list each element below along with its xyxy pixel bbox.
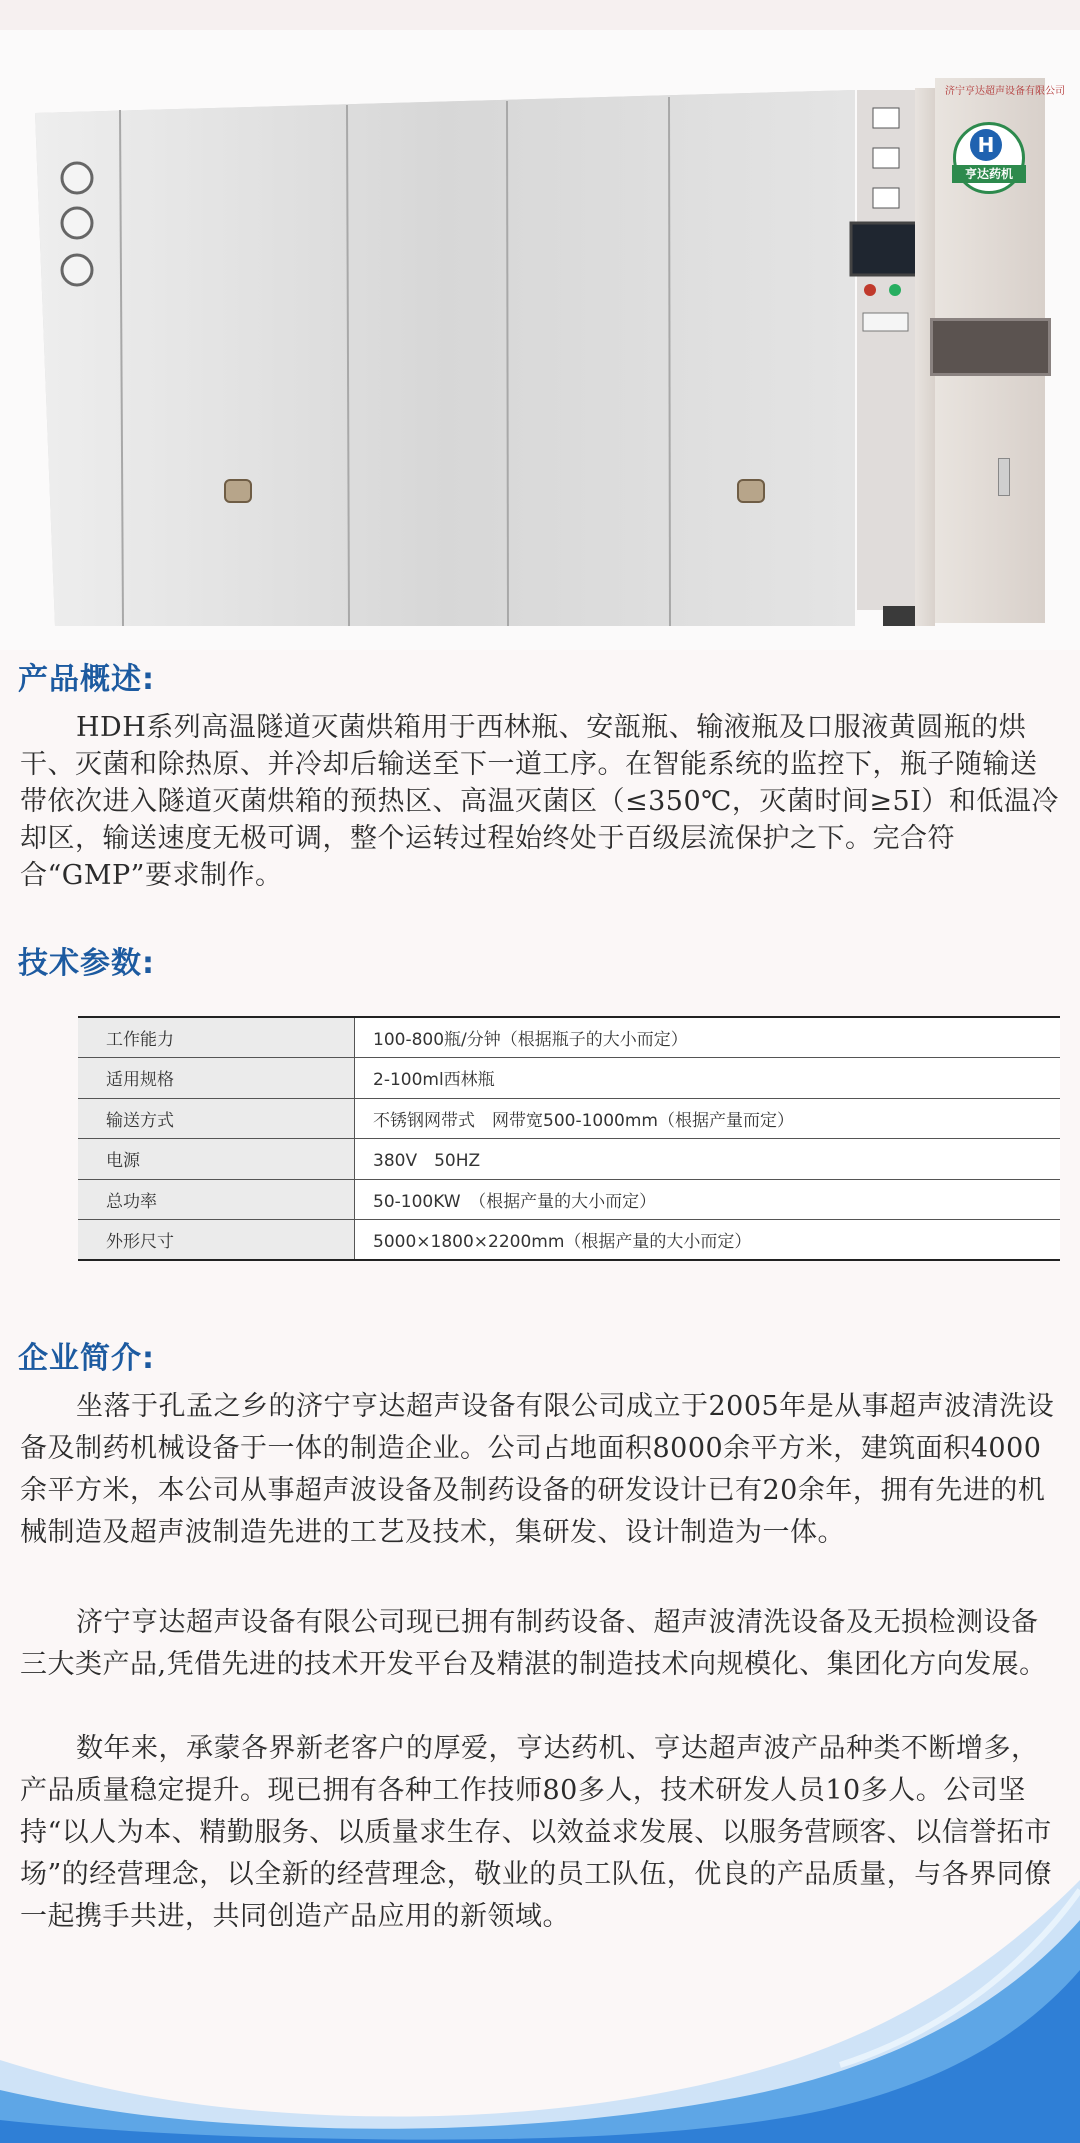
overview-title: 产品概述:	[18, 662, 155, 697]
specs-title: 技术参数:	[18, 946, 155, 981]
company-paragraph-3: 数年来，承蒙各界新老客户的厚爱，亨达药机、亨达超声波产品种类不断增多，产品质量稳定提升。现已拥有各种工作技师80多人，技术研发人员10多人。公司坚持“以人为本、精勤服务、以质量求生存、以效益求发展、以服务营顾客、以信誉拓市场”的经营理念，以全新的经营理念，敬业的员工队伍，优良的产品质量，与各界同僚一起携手共进，共同创造产品应用的新领域。	[20, 1733, 1052, 1932]
spec-table	[78, 1016, 1060, 1261]
spec-value: 380V 50HZ	[355, 1139, 1061, 1180]
overview-text: HDH系列高温隧道灭菌烘箱用于西林瓶、安瓿瓶、输液瓶及口服液黄圆瓶的烘干、灭菌和除热原、并冷却后输送至下一道工序。在智能系统的监控下，瓶子随输送带依次进入隧道灭菌烘箱的预热区、高温灭菌区（≤350℃，灭菌时间≥5I）和低温冷却区，输送速度无极可调，整个运转过程始终处于百级层流保护之下。完合符合“GMP”要求制作。	[20, 712, 1059, 891]
tunnel-oven-image	[35, 78, 935, 626]
spec-key: 总功率	[78, 1179, 355, 1220]
table-row	[78, 1139, 1060, 1180]
spec-value: 100-800瓶/分钟（根据瓶子的大小而定）	[355, 1017, 1061, 1058]
table-row	[78, 1058, 1060, 1099]
table-row	[78, 1098, 1060, 1139]
logo-letter: H	[970, 129, 1002, 161]
spec-value: 2-100ml西林瓶	[355, 1058, 1061, 1099]
spec-key: 适用规格	[78, 1058, 355, 1099]
spec-key: 工作能力	[78, 1017, 355, 1058]
spec-key: 输送方式	[78, 1098, 355, 1139]
spec-key: 外形尺寸	[78, 1220, 355, 1261]
spec-value: 50-100KW （根据产量的大小而定）	[355, 1179, 1061, 1220]
top-strip	[0, 0, 1080, 30]
company-paragraph-1: 坐落于孔孟之乡的济宁亨达超声设备有限公司成立于2005年是从事超声波清洗设备及制药机械设备于一体的制造企业。公司占地面积8000余平方米，建筑面积4000余平方米，本公司从事超声波设备及制药设备的研发设计已有20余年，拥有先进的机械制造及超声波制造先进的工艺及技术，集研发、设计制造为一体。	[20, 1391, 1055, 1548]
side-latch	[998, 458, 1010, 496]
logo-text: 亨达药机	[952, 165, 1026, 183]
spec-key: 电源	[78, 1139, 355, 1180]
table-row	[78, 1220, 1060, 1261]
nameplate: 济宁亨达超声设备有限公司	[945, 86, 1065, 97]
company-title: 企业简介:	[18, 1341, 155, 1376]
spec-value: 5000×1800×2200mm（根据产量的大小而定）	[355, 1220, 1061, 1261]
bottom-wave-decoration	[0, 1880, 1080, 2143]
company-paragraph-2: 济宁亨达超声设备有限公司现已拥有制药设备、超声波清洗设备及无损检测设备三大类产品,凭借先进的技术开发平台及精湛的制造技术向规模化、集团化方向发展。	[20, 1607, 1047, 1680]
table-row	[78, 1017, 1060, 1058]
company-logo	[953, 122, 1025, 194]
product-photo	[0, 30, 1080, 650]
spec-value: 不锈钢网带式 网带宽500-1000mm（根据产量而定）	[355, 1098, 1061, 1139]
table-row	[78, 1179, 1060, 1220]
conveyor-opening	[930, 318, 1051, 376]
